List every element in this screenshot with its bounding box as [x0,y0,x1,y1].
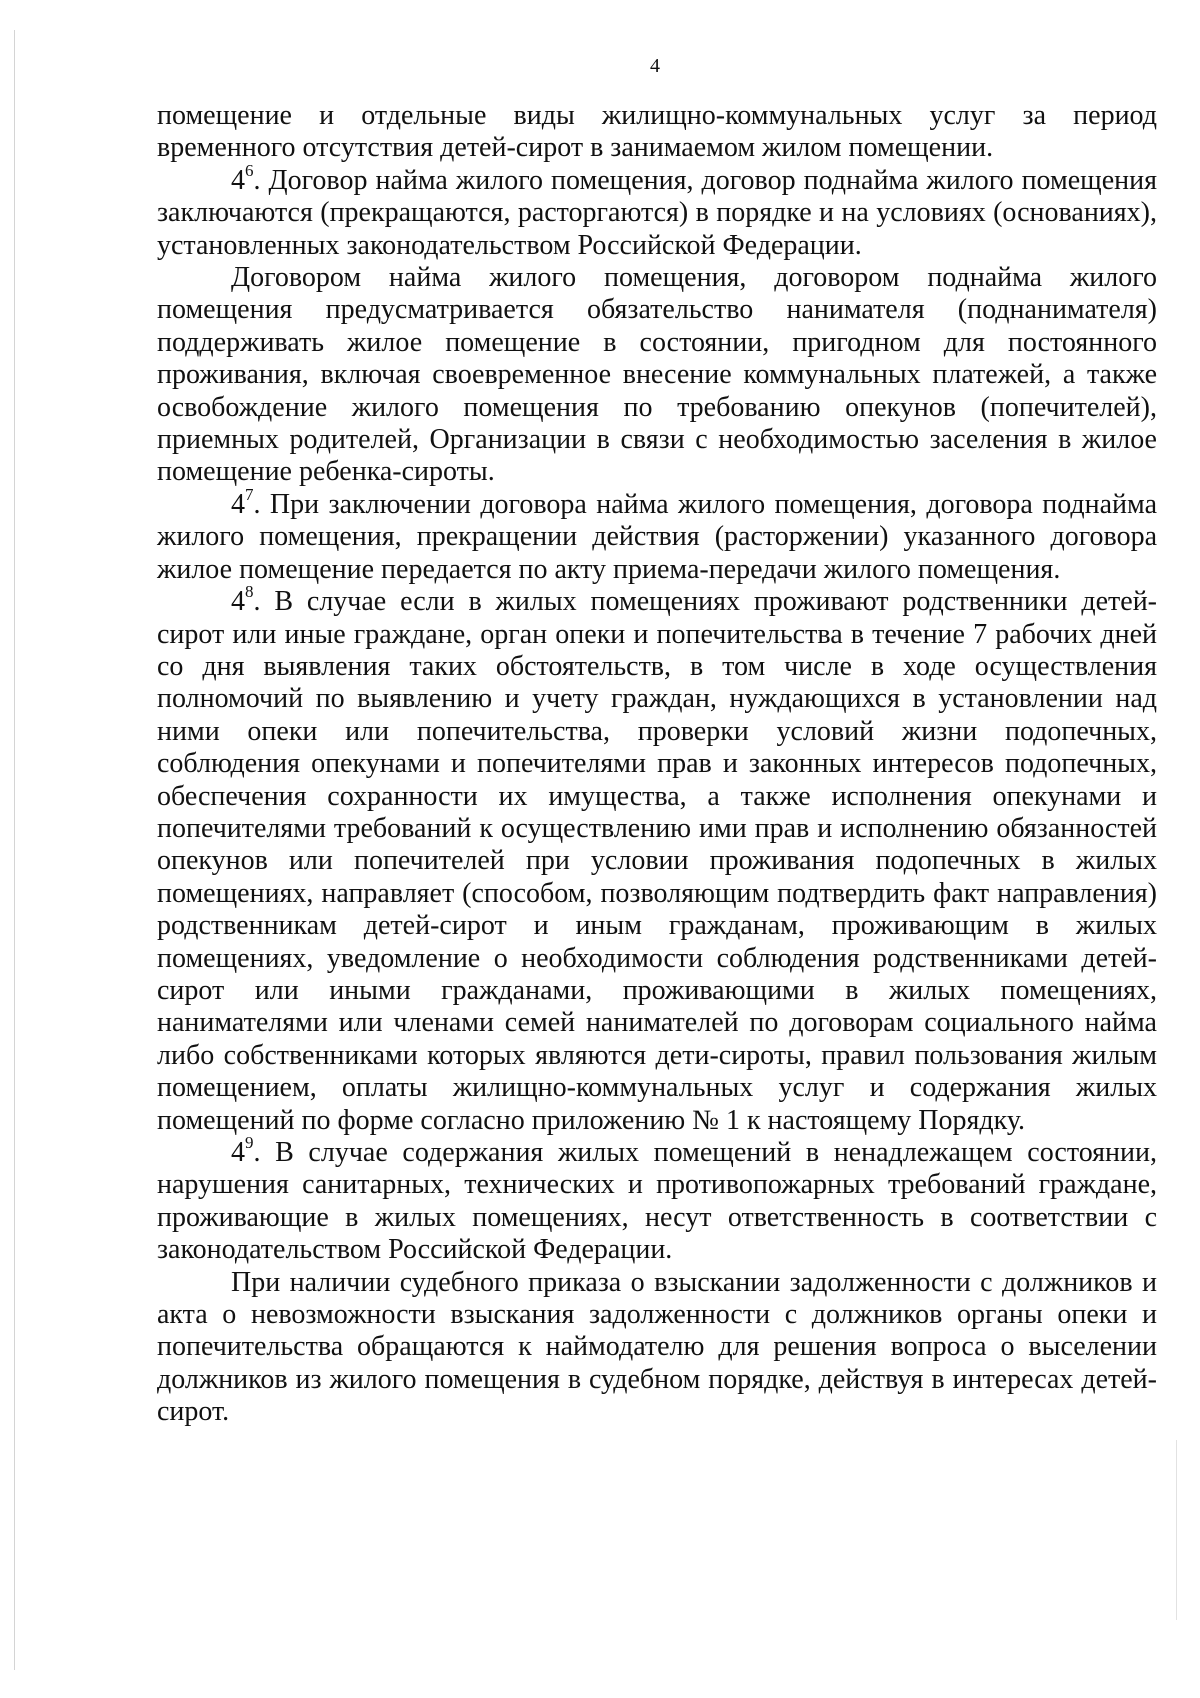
clause-number: 4 [231,586,245,618]
clause-number: 4 [231,1137,245,1168]
paragraph-4-6 [157,160,1157,262]
paragraph-4-7 [157,484,1157,586]
scan-artifact-line [1176,1440,1177,1620]
paragraph-text: . В случае если в жилых помещениях проживают родственники детей-сирот или иные граждане, орган опеки и попечительства в течение 7 рабочих дней со дня выявления таких обстоятельств, в том числе в ходе осуществления полномочий по выявлению и учету граждан, нуждающихся в установлении над ними опеки или попечительства, проверки условий жизни подопечных, соблюдения опекунами и попечителями прав и законных интересов подопечных, обеспечения сохранности их имущества, а также исполнения опекунами и попечителями требований к осуществлению ими прав и исполнению обязанностей опекунов или попечителей при условии проживания подопечных в жилых помещениях, направляет (способом, позволяющим подтвердить факт направления) родственникам детей-сирот и иным гражданам, проживающим в жилых помещениях, уведомление о необходимости соблюдения родственниками детей-сирот или иными гражданами, проживающими в жилых помещениях, нанимателями или членами семей нанимателей по договорам социального найма либо собственниками которых являются дети-сироты, правил пользования жилым помещением, оплаты жилищно-коммунальных услуг и содержания жилых помещений по форме согласно приложению № 1 к настоящему Порядку. [157,586,1157,1136]
paragraph-continuation [157,100,1157,165]
paragraph-text: . Договор найма жилого помещения, договор поднайма жилого помещения заключаются (прекращаются, расторгаются) в порядке и на условиях (основаниях), установленных законодательством Российской Федерации. [157,164,1157,261]
page-number: 4 [650,55,660,77]
paragraph-tenancy-obligations [157,262,1157,489]
clause-superscript: 7 [245,484,254,504]
clause-superscript: 8 [245,582,254,602]
paragraph-court-order [157,1267,1157,1429]
paragraph-text: Договором найма жилого помещения, договором поднайма жилого помещения предусматривается обязательство нанимателя (поднанимателя) поддерживать жилое помещение в состоянии, пригодном для постоянного проживания, включая своевременное внесение коммунальных платежей, а также освобождение жилого помещения по требованию опекунов (попечителей), приемных родителей, Организации в связи с необходимостью заселения в жилое помещение ребенка-сироты. [157,262,1157,488]
paragraph-4-8 [157,582,1157,1137]
paragraph-text: . В случае содержания жилых помещений в ненадлежащем состоянии, нарушения санитарных, технических и противопожарных требований граждане, проживающие в жилых помещениях, несут ответственность в соответствии с законодательством Российской Федерации. [157,1137,1157,1266]
clause-superscript: 6 [245,160,254,180]
paragraph-text: При наличии судебного приказа о взыскании задолженности с должников и акта о невозможности взыскания задолженности с должников органы опеки и попечительства обращаются к наймодателю для решения вопроса о выселении должников из жилого помещения в судебном порядке, действуя в интересах детей-сирот. [157,1266,1157,1428]
scan-edge-line [14,30,15,1670]
paragraph-text: . При заключении договора найма жилого помещения, договора поднайма жилого помещения, прекращении действия (расторжении) указанного договора жилое помещение передается по акту приема-передачи жилого помещения. [157,488,1157,585]
paragraph-text: помещение и отдельные виды жилищно-коммунальных услуг за период временного отсутствия детей-сирот в занимаемом жилом помещении. [157,100,1157,164]
clause-number: 4 [231,164,245,196]
document-body [157,100,1157,1429]
clause-superscript: 9 [245,1133,254,1152]
paragraph-4-9 [157,1133,1157,1267]
clause-number: 4 [231,488,245,520]
